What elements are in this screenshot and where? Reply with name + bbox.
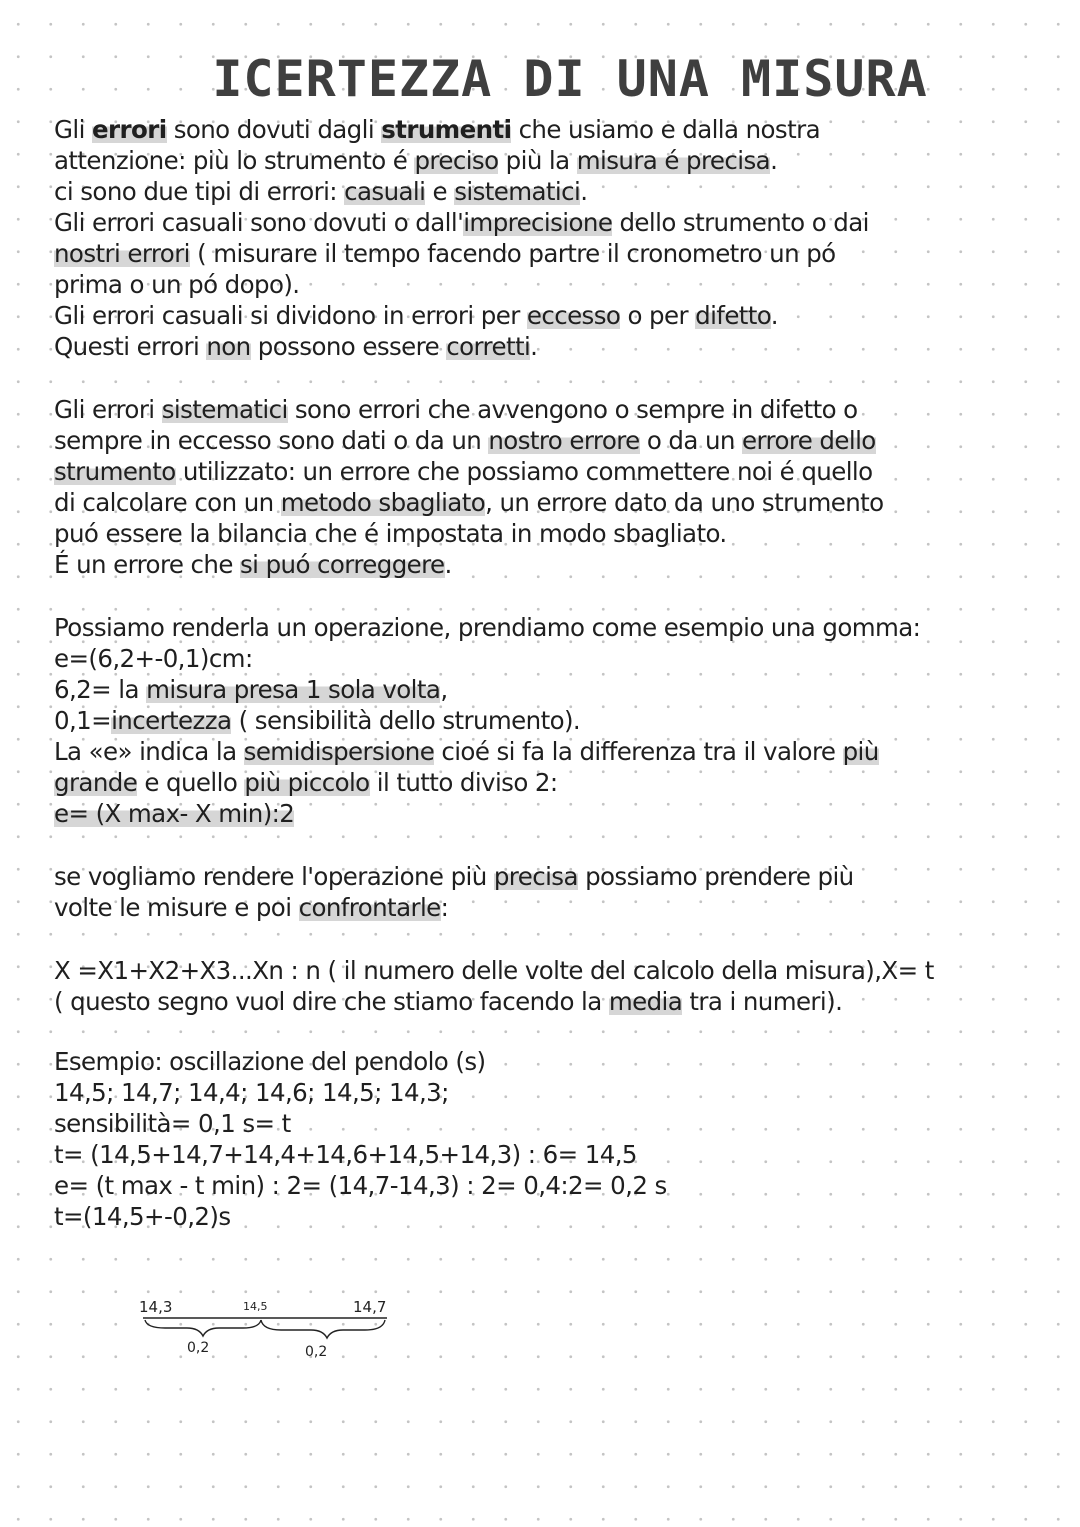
text-line <box>54 798 1034 829</box>
text-run: : <box>440 893 449 922</box>
text-run: t= (14,5+14,7+14,4+14,6+14,5+14,3) : 6= 14,5 <box>54 1140 637 1169</box>
text-run: prima o un pó dopo). <box>54 270 300 299</box>
highlight: sistematici <box>161 395 288 424</box>
page-title: ICERTEZZA DI UNA MISURA <box>212 50 928 108</box>
text-run: puó essere la bilancia che é impostata in modo sbagliato. <box>54 519 727 548</box>
text-run: che usiamo e dalla nostra <box>511 115 820 144</box>
text-run: e quello <box>137 768 245 797</box>
text-line <box>54 456 1034 487</box>
text-run: e <box>425 177 455 206</box>
highlight: nostri errori <box>54 239 190 268</box>
highlight: strumento <box>54 457 176 486</box>
text-run: più la <box>498 146 577 175</box>
text-line <box>54 394 1034 425</box>
paragraph-systematic-errors <box>54 394 1034 580</box>
text-line <box>54 176 1034 207</box>
text-line <box>54 487 1034 518</box>
paragraph-mean-formula <box>54 955 1034 1017</box>
text-run: o per <box>620 301 696 330</box>
text-line <box>54 269 1034 300</box>
text-run: . <box>444 550 452 579</box>
text-line <box>54 736 1034 767</box>
text-run: e= (t max - t min) : 2= (14,7-14,3) : 2= 0,4:2= 0,2 s <box>54 1171 667 1200</box>
text-line <box>54 145 1034 176</box>
highlight: eccesso <box>526 301 621 330</box>
text-run: ( questo segno vuol dire che stiamo facendo la <box>54 987 609 1016</box>
text-run: , un errore dato da uno strumento <box>485 488 884 517</box>
number-line-sketch <box>125 1290 445 1370</box>
text-run: ( misurare il tempo facendo partre il cronometro un pó <box>189 239 836 268</box>
text-line <box>54 861 1034 892</box>
value-label-max: 14,7 <box>353 1298 387 1316</box>
text-line <box>54 986 1034 1017</box>
text-line <box>54 1170 1034 1201</box>
text-run: 0,1= <box>54 706 112 735</box>
highlight: più piccolo <box>244 768 370 797</box>
text-line <box>54 955 1034 986</box>
text-run: É un errore che <box>54 550 241 579</box>
text-run: sempre in eccesso sono dati o da un <box>54 426 489 455</box>
text-run: Esempio: oscillazione del pendolo (s) <box>54 1047 486 1076</box>
text-run: Questi errori <box>54 332 207 361</box>
paragraph-pendulum-example <box>54 1046 1034 1232</box>
left-brace <box>145 1320 261 1336</box>
paragraph-errors-intro <box>54 114 1034 362</box>
text-run: t=(14,5+-0,2)s <box>54 1202 231 1231</box>
text-run: sono errori che avvengono o sempre in difetto o <box>287 395 858 424</box>
text-run: attenzione: più lo strumento é <box>54 146 415 175</box>
text-run: ci sono due tipi di errori: <box>54 177 345 206</box>
text-run: e=(6,2+-0,1)cm: <box>54 644 253 673</box>
text-line <box>54 207 1034 238</box>
text-run: volte le misure e poi <box>54 893 299 922</box>
paragraph-operation-example <box>54 612 1034 829</box>
text-line <box>54 425 1034 456</box>
highlight: si puó correggere <box>240 550 445 579</box>
highlight: corretti <box>446 332 531 361</box>
highlight: sistematici <box>454 177 581 206</box>
text-line <box>54 1077 1034 1108</box>
text-run: X =X1+X2+X3...Xn : n ( il numero delle volte del calcolo della misura),X= t <box>54 956 934 985</box>
highlight: metodo sbagliato <box>280 488 486 517</box>
text-run: cioé si fa la differenza tra il valore <box>434 737 843 766</box>
highlight: imprecisione <box>463 208 613 237</box>
text-line <box>54 1139 1034 1170</box>
text-line <box>54 114 1034 145</box>
text-run: La «e» indica la <box>54 737 244 766</box>
text-line <box>54 643 1034 674</box>
text-line <box>54 238 1034 269</box>
text-line <box>54 612 1034 643</box>
left-difference-label: 0,2 <box>187 1340 210 1356</box>
text-run: Gli errori <box>54 395 162 424</box>
text-run: . <box>770 301 778 330</box>
text-run: ( sensibilità dello strumento). <box>231 706 581 735</box>
text-run: utilizzato: un errore che possiamo commettere noi é quello <box>175 457 873 486</box>
text-run: Gli errori casuali si dividono in errori per <box>54 301 527 330</box>
text-run: tra i numeri). <box>682 987 843 1016</box>
highlight: semidispersione <box>243 737 435 766</box>
highlight: difetto <box>695 301 771 330</box>
value-label-min: 14,3 <box>139 1298 173 1316</box>
highlight: casuali <box>344 177 426 206</box>
highlight: non <box>206 332 251 361</box>
text-run: 6,2= la <box>54 675 147 704</box>
text-run: dello strumento o dai <box>612 208 869 237</box>
highlight: nostro errore <box>488 426 640 455</box>
highlight: più <box>842 737 879 766</box>
highlight: errori <box>92 115 167 144</box>
highlight: precisa <box>493 862 578 891</box>
text-line <box>54 518 1034 549</box>
text-run: sono dovuti dagli <box>166 115 382 144</box>
value-label-mid: 14,5 <box>243 1300 268 1313</box>
highlight: media <box>608 987 683 1016</box>
text-run: il tutto diviso 2: <box>369 768 558 797</box>
highlight: preciso <box>414 146 499 175</box>
highlight: incertezza <box>111 706 232 735</box>
text-line <box>54 1046 1034 1077</box>
text-line <box>54 1201 1034 1232</box>
text-run: possiamo prendere più <box>577 862 854 891</box>
text-run: Gli <box>54 115 92 144</box>
text-line <box>54 674 1034 705</box>
text-run: . <box>770 146 778 175</box>
text-run: sensibilità= 0,1 s= t <box>54 1109 291 1138</box>
right-brace <box>261 1320 385 1338</box>
highlight: errore dello <box>742 426 876 455</box>
text-run: . <box>580 177 588 206</box>
highlight: strumenti <box>381 115 512 144</box>
text-run: Gli errori casuali sono dovuti o dall' <box>54 208 464 237</box>
highlight: grande <box>54 768 138 797</box>
text-line <box>54 549 1034 580</box>
text-line <box>54 331 1034 362</box>
highlight: e= (X max- X min):2 <box>54 799 295 828</box>
text-line <box>54 767 1034 798</box>
text-run: Possiamo renderla un operazione, prendiamo come esempio una gomma: <box>54 613 921 642</box>
text-run: possono essere <box>250 332 447 361</box>
highlight: misura é precisa <box>576 146 771 175</box>
text-line <box>54 892 1034 923</box>
text-run: , <box>440 675 448 704</box>
text-run: 14,5; 14,7; 14,4; 14,6; 14,5; 14,3; <box>54 1078 449 1107</box>
text-line <box>54 1108 1034 1139</box>
text-run: di calcolare con un <box>54 488 281 517</box>
text-run: . <box>530 332 538 361</box>
text-line <box>54 705 1034 736</box>
text-run: se vogliamo rendere l'operazione più <box>54 862 494 891</box>
text-line <box>54 300 1034 331</box>
highlight: confrontarle <box>298 893 441 922</box>
right-difference-label: 0,2 <box>305 1344 328 1360</box>
highlight: misura presa 1 sola volta <box>146 675 441 704</box>
text-run: o da un <box>639 426 742 455</box>
paragraph-precision <box>54 861 1034 923</box>
